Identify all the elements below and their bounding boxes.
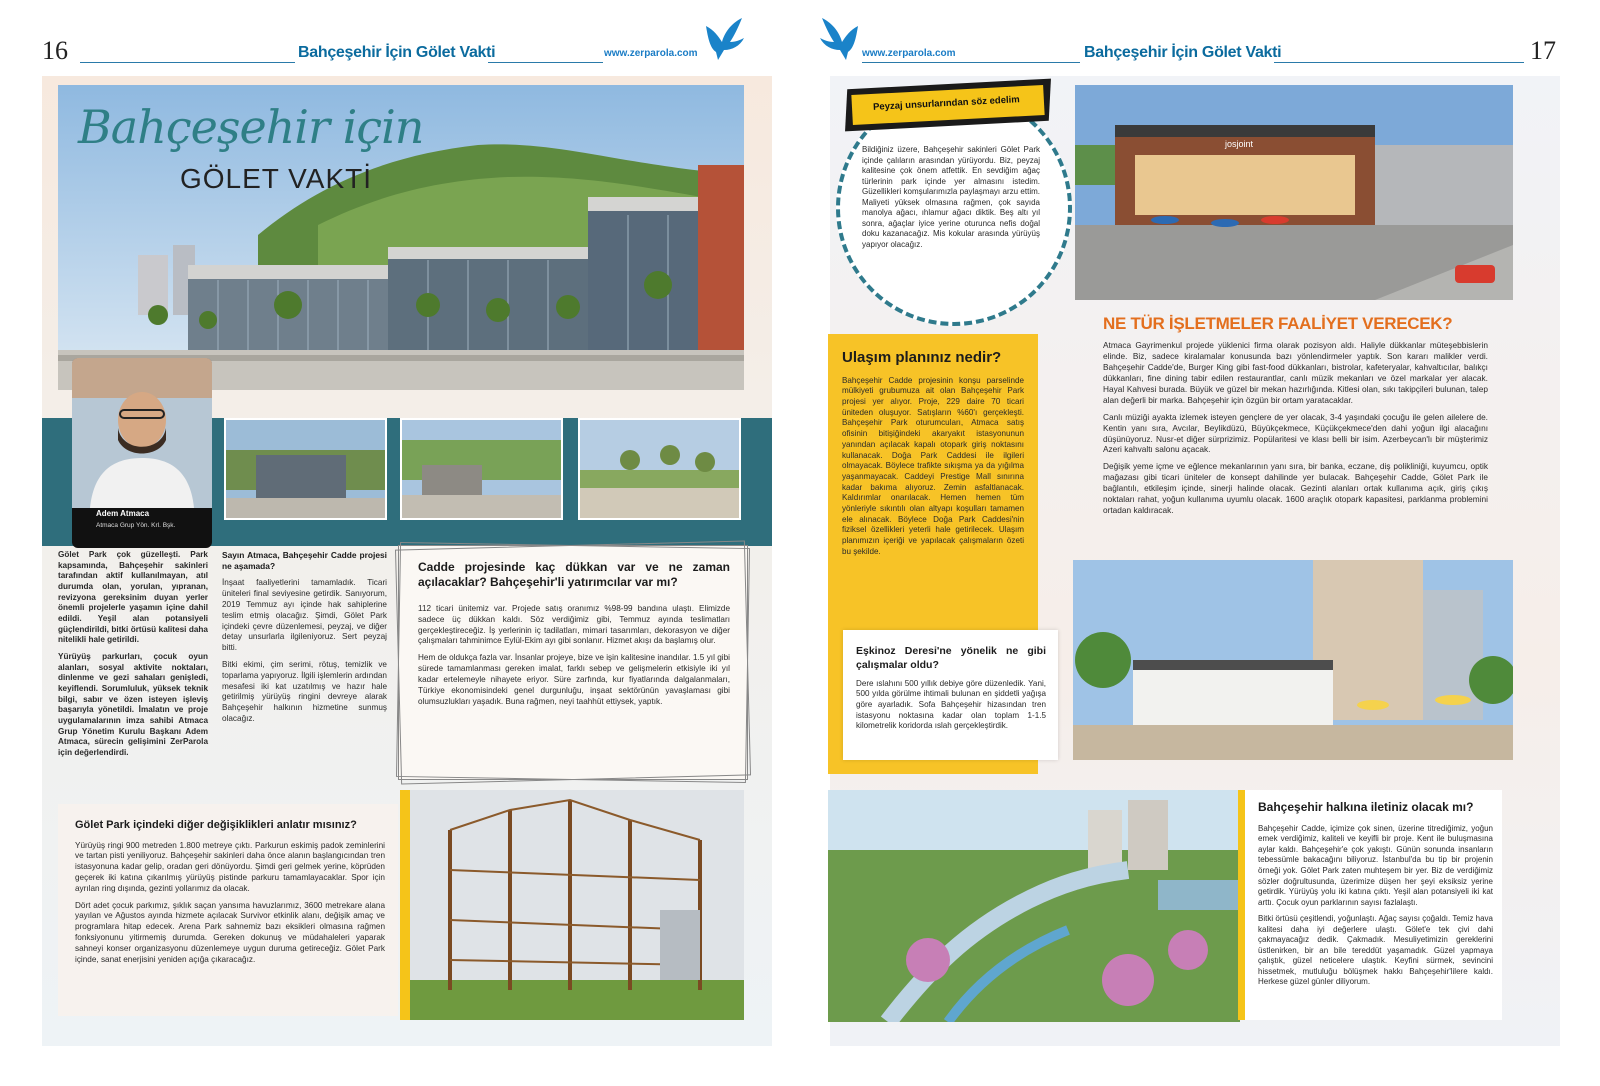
q3-paragraph-1: Yürüyüş ringi 900 metreden 1.800 metreye çıktı. Parkurun eskimiş padok zeminlerini ve tartan pisti yeniliyoruz. Bahçeşehir sakinleri daha önce alanın başlangıcından tren istasyonuna kadar gelip, oradan geri dönüyordu. Şimdi geri gelmek yerine, köprüden geçerek iki katına çıkarılmış yürüyüş pistinde parkuru tamamlayacaklar. Spor için ayrılan ring dışında, gezinti yollarımız da olacak. bbox=[75, 840, 385, 893]
portrait-card bbox=[72, 358, 212, 548]
portrait-role: Atmaca Grup Yön. Krl. Bşk. bbox=[96, 522, 176, 529]
q2-paragraph-1: 112 ticari ünitemiz var. Projede satış oranımız %98-99 bandına ulaştı. Elimizde sadece üç dükkan kaldı. Söz verdiğimiz gibi, Temmuz ayında teslimatları gerçekleştireceğiz. İş yerlerinin iç tadilatları, mimari tasarımları, dekorasyon ve diğer çalışmaları tahminimce Eylül-Ekim ayı gibi sonlanır. Hizmet akışı da başlamış olur. bbox=[418, 604, 730, 646]
right-page-header bbox=[800, 0, 1600, 75]
masthead-subtitle: GÖLET VAKTİ bbox=[180, 163, 373, 194]
businesses-title: NE TÜR İŞLETMELER FAALİYET VERECEK? bbox=[1103, 314, 1453, 333]
businesses-paragraph-3: Değişik yeme içme ve eğlence mekanlarının yanı sıra, bir banka, eczane, diş polikliniği, kuyumcu, optik mağazası gibi ticari üniteler de konsept dahilinde yer bulacak. Bahçeşehir Cadde, Gölet Park ile bağlantılı, etkileşim içinde, sinerji halinde olacak. Gezinti alanları ortak kullanıma açık, giriş çıkış noktaları rahat, yoğun kullanıma uyumlu olacak. 1600 araçlık otopark kapasitesi, parklanma problemini ortadan kaldıracak. bbox=[1103, 461, 1488, 516]
yellow-accent-left bbox=[400, 790, 410, 1020]
portrait-name: Adem Atmaca bbox=[96, 509, 150, 518]
circle-body bbox=[862, 145, 1040, 256]
ribbon-title: Peyzaj unsurlarından söz edelim bbox=[872, 94, 1020, 113]
right-page-number: 17 bbox=[1530, 36, 1556, 65]
left-header-rule-2 bbox=[488, 62, 603, 63]
q1-title: Sayın Atmaca, Bahçeşehir Cadde projesi ne aşamada? bbox=[222, 550, 387, 572]
final-paragraph-1: Bahçeşehir Cadde, içimize çok sinen, üzerine titrediğimiz, yoğun emek verdiğimiz, kaliteli ve keyifli bir proje. Kent ile buluşmasına aylar kaldı. Bahçeşehir'e çok yakıştı. Günün sonunda insanların tebessümle bakacağını biliyoruz. İstanbul'da bu tip bir projenin örneği yok. Gölet Park zaten muhteşem bir yer. Biz de verdiğimiz sözler doğrultusunda, üzerimize düşen her şeyi eksiksiz yerine getirdik. Yürüyüş yolu iki katına çıktı. Yeşil alan potansiyeli iki kat arttı. Çocuk oyun parklarının sayısı fazlalaştı. bbox=[1258, 823, 1493, 907]
right-header-url[interactable]: www.zerparola.com bbox=[862, 48, 956, 59]
dove-logo-icon-right bbox=[818, 16, 862, 62]
right-header-title-text: Bahçeşehir İçin Gölet Vakti bbox=[1084, 44, 1282, 61]
right-header-title bbox=[1084, 44, 1281, 62]
left-header-title bbox=[298, 44, 495, 62]
left-page-number: 16 bbox=[42, 36, 68, 65]
storefront-sign: josjoint bbox=[1225, 139, 1254, 149]
masthead-script-title: Bahçeşehir için bbox=[78, 100, 424, 154]
q2-column bbox=[418, 560, 730, 713]
left-header-rule bbox=[80, 62, 295, 63]
intro-paragraph-1: Gölet Park çok güzelleşti. Park kapsamında, Bahçeşehir sakinleri tarafından aktif kullanılmayan, atıl durumda olan, yorulan, yıpranan, revizyona gereksinim duyan yerler önemli projelerle yaşamın içine dahil edildi. Yeşil alan potansiyeli güçlendirildi, bitki örtüsü kalitesi daha nitelikli hale getirildi. bbox=[58, 550, 208, 645]
right-header-rule bbox=[862, 62, 1080, 63]
right-header-rule-2 bbox=[1274, 62, 1524, 63]
aerial-park-render-photo bbox=[828, 790, 1240, 1022]
q1-paragraph-1: İnşaat faaliyetlerini tamamladık. Ticari üniteleri final seviyesine getirdik. Sanıyorum, 2019 Temmuz ayı içinde hak sahiplerine teslim etmiş olacağız. Şimdi, Gölet Park içindeki çevre düzenlemesi, peyzaj, ve diğer detay unsurlarla ilgileniyoruz. Sert peyzaj bitti. bbox=[222, 578, 387, 653]
q2-paragraph-2: Hem de oldukça fazla var. İnsanlar projeye, bize ve işin kalitesine inandılar. 1.5 yıl gibi sürede tamamlanması gereken imalat, farklı sebep ve gelişmelerin etkisiyle iki yıl kadar ertelemeyle nihayete eriyor. Süre zarfında, kur fiyatlarında dalgalanmaları, Türkiye ekonomisindeki genel durgunluğu, inşaat sektörünün yavaşlaması gibi olumsuzlukları yaşadık. Buna rağmen, neyi taahhüt ettiysek, yaptık. bbox=[418, 653, 730, 706]
transport-paragraph: Bahçeşehir Cadde projesinin konşu parselinde mülkiyeti grubumuza ait olan Bahçeşehir Park projesi yer alıyor. Proje, 229 daire 70 ticari üniteden oluşuyor. Satışların %60'ı gerçekleşti. Bahçeşehir Park oturumcuları, Atmaca satış ofisinin bitişiğindeki akaryakıt istasyonunun yanından açılacak kapalı otopark giriş noktasını kullanacak. Doğa Park Caddesi ile ilgileri olmayacak. Böylece trafikte sıkışma ya da yığılma yaşanmayacak. Caddeyi Prestige Mall sınırına kadar bakıma alıyoruz. Zemin asfaltlanacak. Kaldırımlar onarılacak. Hemen hemen tüm yönleriyle sıkıntılı olan altyapı koşulları tamamen ele alınacak. Böylece Doğa Park Caddesi'nin fiziksel özellikleri yeterli hale getirilecek. Ulaşım planımızın içeriği ve yapılacak çalışmaların özeti bu şekilde. bbox=[842, 375, 1024, 556]
q3-paragraph-2: Dört adet çocuk parkımız, şıklık saçan yansıma havuzlarımız, 3600 metrekare alana yayılan ve Ağustos ayında hizmete açılacak Survivor etkinlik alanı, değişik amaç ve programlara hitap edecek. Arena Park sahnemiz bazı eksikleri olmasına rağmen fonksiyonunu yitirmemiş durumda. Gereken dokunuş ve müdahaleleri yaparak sahneyi konser organizasyonu düzenlemeye uygun duruma getireceğiz. Gölet Park içinde, sanat enerjisini yeniden açığa çıkaracağız. bbox=[75, 900, 385, 964]
thumbnail-photo-2 bbox=[400, 418, 563, 520]
creek-column bbox=[856, 645, 1046, 738]
businesses-paragraph-1: Atmaca Gayrimenkul projede yüklenici firma olarak pozisyon aldı. Haliyle dükkanlar müteşebbislerin elinde. Biz, sadece kiralamalar konusunda bazı yönlendirmeler yaptık. Son kararı malikler verdi. Bahçeşehir Cadde'de, Burger King gibi fast-food dükkanları, bistrolar, kafeteryalar, kahvaltıcılar, balıkçı dükkanları, fine dining tabir edilen restaurantlar, canlı müzik mekanları ve özel markalar yer alacak. Hayal Kahvesi burada. Büyük ve güzel bir mekan hazırlığında. Kitlesi olan, sıkı takipçileri bulunan, talep alan değerli bir marka. Bahçeşehir için özgün bir ortam yaratacaklar. bbox=[1103, 340, 1488, 405]
transport-title: Ulaşım planınız nedir? bbox=[842, 349, 1002, 366]
street-render-photo bbox=[1075, 85, 1513, 300]
businesses-paragraph-2: Canlı müziği ayakta izlemek isteyen gençlere de yer olacak, 3-4 yaşındaki çocuğu ile gelen ailelere de. Kentin yanı sıra, Avcılar, Beylikdüzü, Büyükçekmece, Küçükçekmece'den dahi yoğun ilgi alacağını düşünüyoruz. Nusr-et diğer sürprizimiz. Popülaritesi ve klası belli bir isim. Azerbeycan'lı bir müşterimiz Azeri kahvaltı salonu açacak. bbox=[1103, 411, 1488, 455]
portrait-photo bbox=[72, 358, 212, 548]
q3-title: Gölet Park içindeki diğer değişiklikleri anlatır mısınız? bbox=[75, 819, 357, 831]
q1-column bbox=[222, 550, 387, 731]
left-header-title-text: Bahçeşehir İçin Gölet Vakti bbox=[298, 44, 496, 61]
left-page-header bbox=[0, 0, 800, 75]
q3-column bbox=[75, 818, 385, 972]
businesses-column bbox=[1103, 340, 1488, 522]
intro-paragraph-2: Yürüyüş parkurları, çocuk oyun alanları, sosyal aktivite noktaları, dinlenme ve gezi sahaları genişledi, keyiflendi. Sorumluluk, yüksek teknik bilgi, sabır ve özen isteyen işleviş başarıyla yönetildi. İmalatın ve proje uygulamalarının imza sahibi Atmaca Grup Yönetim Kurulu Başkanı Adem Atmaca, sürecin gelişimini ZerParola için değerlendirdi. bbox=[58, 651, 208, 757]
plaza-render-photo bbox=[1073, 560, 1513, 760]
transport-column bbox=[842, 348, 1024, 563]
creek-paragraph: Dere ıslahını 500 yıllık debiye göre düzenledik. Yani, 500 yılda görülme ihtimali bulunan en şiddetli yağışa göre ayarladık. Sofa Bahçeşehir hizasından tren istasyonu noktasına kadar olan toplam 1-1.5 kilometrelik koridorda ıslah gerçekleştirdik. bbox=[856, 678, 1046, 731]
intro-column bbox=[58, 550, 208, 764]
thumbnail-photo-3 bbox=[578, 418, 741, 520]
left-header-url[interactable]: www.zerparola.com bbox=[604, 48, 698, 59]
q2-title: Cadde projesinde kaç dükkan var ve ne zaman açılacaklar? Bahçeşehir'li yatırımcılar var mı? bbox=[418, 560, 730, 589]
q1-paragraph-2: Bitki ekimi, çim serimi, rötuş, temizlik ve toparlama yapıyoruz. İlgili işlemlerin ardından mesafesi iki kat uzatılmış ve hazır hale getirilmiş yürüyüş ringini devreye alarak Bahçeşehir halkının hizmetine sunmuş olacağız. bbox=[222, 659, 387, 724]
adventure-park-photo bbox=[410, 790, 744, 1020]
final-title: Bahçeşehir halkına iletiniz olacak mı? bbox=[1258, 800, 1474, 814]
creek-title: Eşkinoz Deresi'ne yönelik ne gibi çalışmalar oldu? bbox=[856, 645, 1046, 671]
circle-paragraph: Bildiğiniz üzere, Bahçeşehir sakinleri Gölet Park içinde çalıların arasından yürüyordu. Biz, peyzaj kalitesine çok önem atfettik. En sevdiğim ağaç türlerinin park içinde yer almasını istedim. Güzellikleri komşularımızla paylaşmayı arzu ettim. Maliyeti yüksek olmasına rağmen, çok sayıda manolya ağacı, ıhlamur ağacı diktik. Beş altı yıl sonra, ağaçlar iyice yerine oturunca nefis doğal doku kazanacağız. Mis kokular arasında yürüyüş yapıyor olacağız. bbox=[862, 145, 1040, 249]
dove-logo-icon bbox=[702, 16, 746, 62]
final-column bbox=[1258, 800, 1493, 994]
thumbnail-photo-1 bbox=[224, 418, 387, 520]
final-paragraph-2: Bitki örtüsü çeşitlendi, yoğunlaştı. Ağaç sayısı çoğaldı. Temiz hava kalitesi daha iyi değerlere ulaştı. Gölet'e tek çivi dahi çakmayacağız dedik. Çakmadık. Mesuliyetimizin gereklerini üstlenirken, bir an bile tereddüt yaşamadık. Güzel yapmaya çalıştık, güzel neticelere ulaştık. Keyfini sürmek, sevincini hissetmek, mutluluğu bölüşmek hakkı Bahçeşehir'lilere kaldı. Herkese güzel günler diliyorum. bbox=[1258, 914, 1493, 987]
